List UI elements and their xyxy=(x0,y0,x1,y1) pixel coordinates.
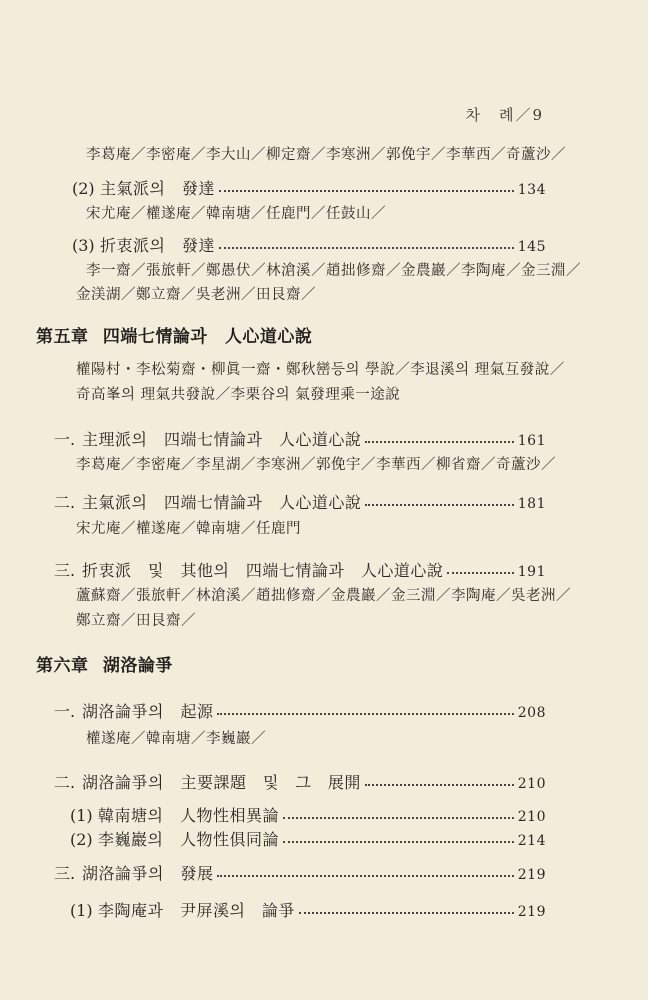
toc-entry[interactable] xyxy=(54,861,546,884)
chapter-heading[interactable] xyxy=(36,651,173,676)
toc-entry[interactable] xyxy=(70,898,546,921)
entry-page-number: 214 xyxy=(517,833,546,849)
entry-page-number: 210 xyxy=(517,776,546,792)
toc-entry[interactable] xyxy=(72,176,546,199)
toc-sub-names: 李一齋／張旅軒／鄭愚伏／林滄溪／趙拙修齋／金農巖／李陶庵／金三淵／ xyxy=(86,263,581,279)
entry-title: 主氣派의 發達 xyxy=(100,179,215,198)
toc-sub-names: 宋尤庵／權遂庵／韓南塘／任鹿門／任鼓山／ xyxy=(86,206,386,222)
dot-leader xyxy=(217,713,513,715)
dot-leader xyxy=(365,784,514,786)
entry-title: 湖洛論爭의 主要課題 및 그 展開 xyxy=(82,773,361,792)
toc-entry[interactable] xyxy=(54,558,546,581)
entry-number: (2) xyxy=(72,179,95,198)
entry-title: 李陶庵과 尹屏溪의 論爭 xyxy=(98,901,295,920)
entry-title: 韓南塘의 人物性相異論 xyxy=(98,806,279,825)
entry-number: (2) xyxy=(70,830,93,849)
entry-title: 李巍巖의 人物性俱同論 xyxy=(98,830,279,849)
chapter-label: 第五章 xyxy=(36,327,89,347)
dot-leader xyxy=(217,875,513,877)
toc-sub-names: 李葛庵／李密庵／李大山／柳定齋／李寒洲／郭俛宇／李華西／奇蘆沙／ xyxy=(86,147,566,163)
dot-leader xyxy=(365,504,513,506)
dot-leader xyxy=(447,572,513,574)
entry-page-number: 191 xyxy=(517,564,546,580)
toc-entry[interactable] xyxy=(70,803,546,826)
toc-entry[interactable] xyxy=(72,233,546,256)
entry-page-number: 219 xyxy=(517,904,546,920)
toc-entry[interactable] xyxy=(70,827,546,850)
entry-title: 主氣派의 四端七情論과 人心道心說 xyxy=(82,493,362,512)
entry-page-number: 210 xyxy=(517,809,546,825)
toc-entry[interactable] xyxy=(54,490,546,513)
entry-number: (1) xyxy=(70,806,93,825)
entry-number: 一. xyxy=(54,430,76,449)
chapter-title: 湖洛論爭 xyxy=(102,656,173,676)
dot-leader xyxy=(219,247,514,249)
entry-title: 湖洛論爭의 發展 xyxy=(82,864,214,883)
entry-page-number: 145 xyxy=(517,239,546,255)
entry-page-number: 181 xyxy=(517,496,546,512)
toc-sub-names: 金渼湖／鄭立齋／吳老洲／田艮齋／ xyxy=(76,287,316,303)
entry-title: 折衷派의 發達 xyxy=(100,236,215,255)
dot-leader xyxy=(283,841,514,843)
entry-number: (1) xyxy=(70,901,93,920)
dot-leader xyxy=(283,817,514,819)
entry-title: 折衷派 및 其他의 四端七情論과 人心道心說 xyxy=(82,561,444,580)
dot-leader xyxy=(219,190,514,192)
toc-sub-names: 鄭立齋／田艮齋／ xyxy=(76,613,196,629)
entry-number: 三. xyxy=(54,561,76,580)
toc-entry[interactable] xyxy=(54,427,546,450)
entry-number: 二. xyxy=(54,493,76,512)
entry-page-number: 134 xyxy=(517,182,546,198)
toc-sub-names: 權陽村・李松菊齋・柳眞一齋・鄭秋巒등의 學說／李退溪의 理氣互發說／ xyxy=(76,362,565,378)
entry-page-number: 219 xyxy=(517,867,546,883)
chapter-heading[interactable] xyxy=(36,322,312,347)
chapter-label: 第六章 xyxy=(36,656,89,676)
entry-number: 一. xyxy=(54,702,76,721)
toc-entry[interactable] xyxy=(54,770,546,793)
entry-number: 二. xyxy=(54,773,76,792)
toc-sub-names: 權遂庵／韓南塘／李巍巖／ xyxy=(86,731,266,747)
chapter-title: 四端七情論과 人心道心說 xyxy=(102,327,313,347)
entry-title: 湖洛論爭의 起源 xyxy=(82,702,214,721)
entry-page-number: 208 xyxy=(517,705,546,721)
dot-leader xyxy=(365,441,513,443)
toc-sub-names: 李葛庵／李密庵／李星湖／李寒洲／郭俛宇／李華西／柳省齋／奇蘆沙／ xyxy=(76,457,556,473)
entry-title: 主理派의 四端七情論과 人心道心說 xyxy=(82,430,362,449)
toc-sub-names: 宋尤庵／權遂庵／韓南塘／任鹿門 xyxy=(76,521,301,537)
entry-number: (3) xyxy=(72,236,95,255)
entry-page-number: 161 xyxy=(517,433,546,449)
toc-sub-names: 奇高峯의 理氣共發說／李栗谷의 氣發理乘一途說 xyxy=(76,387,401,403)
toc-entry[interactable] xyxy=(54,699,546,722)
dot-leader xyxy=(299,912,514,914)
toc-sub-names: 蘆蘇齋／張旅軒／林滄溪／趙拙修齋／金農巖／金三淵／李陶庵／吳老洲／ xyxy=(76,588,571,604)
running-head: 차 례／9 xyxy=(465,106,544,124)
entry-number: 三. xyxy=(54,864,76,883)
